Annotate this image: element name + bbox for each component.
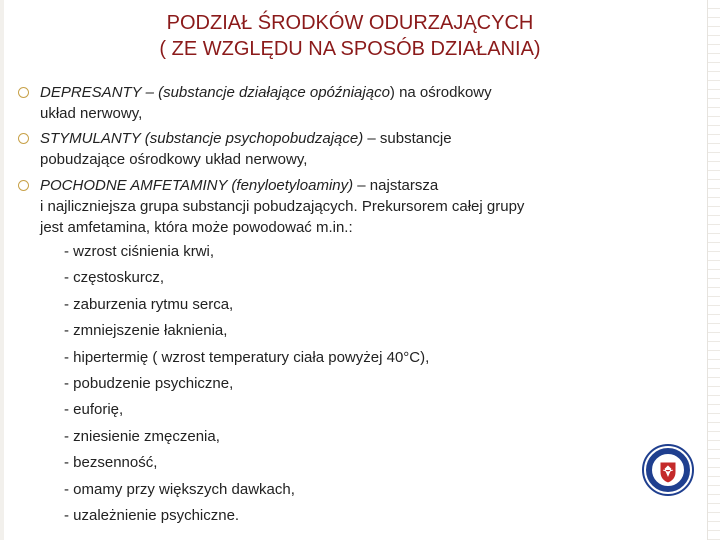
bullet-pochodne-amfetaminy [40,175,600,238]
effect-item: - bezsenność, [64,454,158,472]
bullet-lead: POCHODNE AMFETAMINY (fenyloetyloaminy) [40,177,354,194]
bullet-rest: ) na ośrodkowy [389,84,492,101]
title-line-2: ( ZE WZGLĘDU NA SPOSÓB DZIAŁANIA) [159,38,541,60]
bullet-rest: – substancje [363,130,452,147]
effect-item: - zaburzenia rytmu serca, [64,295,234,313]
slide-title [0,10,700,62]
bullet-line-2: pobudzające ośrodkowy układ nerwowy, [40,151,308,168]
effect-item: - hipertermię ( wzrost temperatury ciała powyżej 40°C), [64,348,430,366]
bullet-stymulanty [40,128,600,170]
bullet-circle-icon [18,87,29,98]
slide-left-border [0,0,4,540]
effect-item: - pobudzenie psychiczne, [64,374,234,392]
bullet-line-2: i najliczniejsza grupa substancji pobudzających. Prekursorem całej grupy [40,198,525,215]
bullet-circle-icon [18,180,29,191]
slide-right-border [707,0,720,540]
bullet-lead: STYMULANTY (substancje psychopobudzające) [40,130,364,147]
bullet-rest: – najstarsza [353,177,439,194]
effect-item: - zmniejszenie łaknienia, [64,322,228,340]
bullet-lead: DEPRESANTY – (substancje działające opóźniająco [40,84,390,101]
bullet-depresanty [40,82,600,124]
bullet-circle-icon [18,133,29,144]
bullet-line-3: jest amfetamina, która może powodować m.in.: [40,219,353,236]
effect-item: - zniesienie zmęczenia, [64,427,220,445]
effect-item: - wzrost ciśnienia krwi, [64,243,215,260]
effect-item: - omamy przy większych dawkach, [64,480,295,498]
state-police-emblem-icon [642,444,694,496]
bullet-line-2: układ nerwowy, [40,105,143,122]
effects-list [64,239,429,529]
title-line-1: PODZIAŁ ŚRODKÓW ODURZAJĄCYCH [166,12,534,34]
effect-item: - uzależnienie psychiczne. [64,506,240,524]
effect-item: - euforię, [64,401,124,419]
effect-item: - częstoskurcz, [64,269,165,287]
